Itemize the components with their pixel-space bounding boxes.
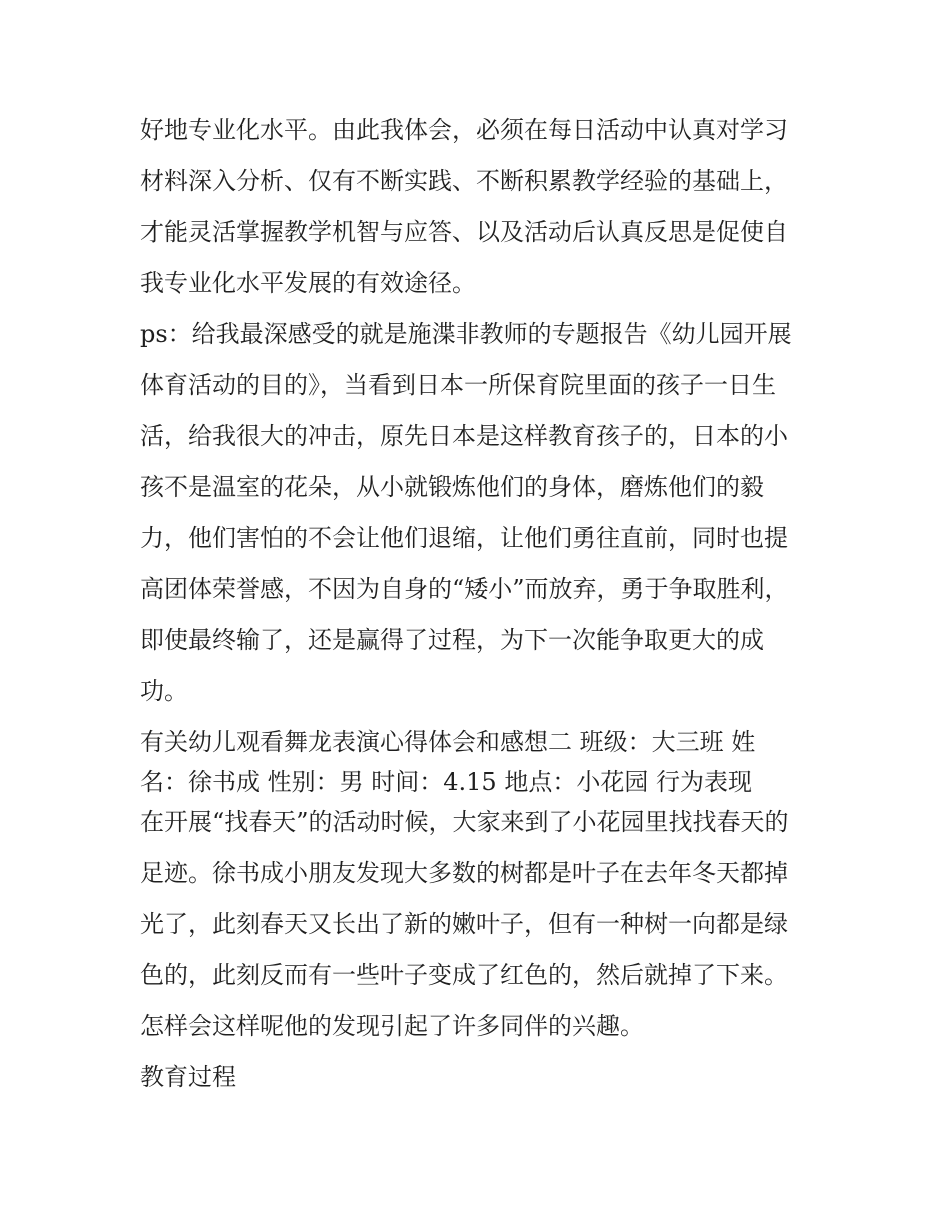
text-line: 材料深入分析、仅有不断实践、不断积累教学经验的基础上， — [140, 167, 788, 195]
text-line: 体育活动的目的》，当看到日本一所保育院里面的孩子一日生 — [140, 371, 776, 399]
text-line: 即使最终输了，还是赢得了过程，为下一次能争取更大的成 — [140, 626, 764, 654]
text-line: 我专业化水平发展的有效途径。 — [140, 269, 476, 297]
section-heading: 教育过程 — [140, 1063, 236, 1091]
text-line: 色的，此刻反而有一些叶子变成了红色的，然后就掉了下来。 — [140, 961, 788, 989]
heading-line: 有关幼儿观看舞龙表演心得体会和感想二 班级：大三班 姓 — [140, 728, 756, 756]
text-line: 活，给我很大的冲击，原先日本是这样教育孩子的，日本的小 — [140, 422, 788, 450]
text-line: 在开展“找春天”的活动时候，大家来到了小花园里找找春天的 — [140, 808, 789, 836]
text-line: 名：徐书成 性别：男 时间：4.15 地点：小花园 行为表现 — [140, 768, 752, 796]
text-line: 高团体荣誉感，不因为自身的“矮小”而放弃，勇于争取胜利， — [140, 575, 789, 603]
text-line: 光了，此刻春天又长出了新的嫩叶子，但有一种树一向都是绿 — [140, 910, 788, 938]
document-body — [140, 108, 820, 1106]
text-line: ps：给我最深感受的就是施渫非教师的专题报告《幼儿园开展 — [140, 320, 792, 348]
text-line: 力，他们害怕的不会让他们退缩，让他们勇往直前，同时也提 — [140, 524, 788, 552]
text-line: 功。 — [140, 677, 188, 705]
text-line: 孩不是温室的花朵，从小就锻炼他们的身体，磨炼他们的毅 — [140, 473, 764, 501]
text-line: 怎样会这样呢他的发现引起了许多同伴的兴趣。 — [140, 1012, 644, 1040]
text-line: 好地专业化水平。由此我体会，必须在每日活动中认真对学习 — [140, 116, 788, 144]
text-line: 足迹。徐书成小朋友发现大多数的树都是叶子在去年冬天都掉 — [140, 859, 788, 887]
text-line: 才能灵活掌握教学机智与应答、以及活动后认真反思是促使自 — [140, 218, 788, 246]
